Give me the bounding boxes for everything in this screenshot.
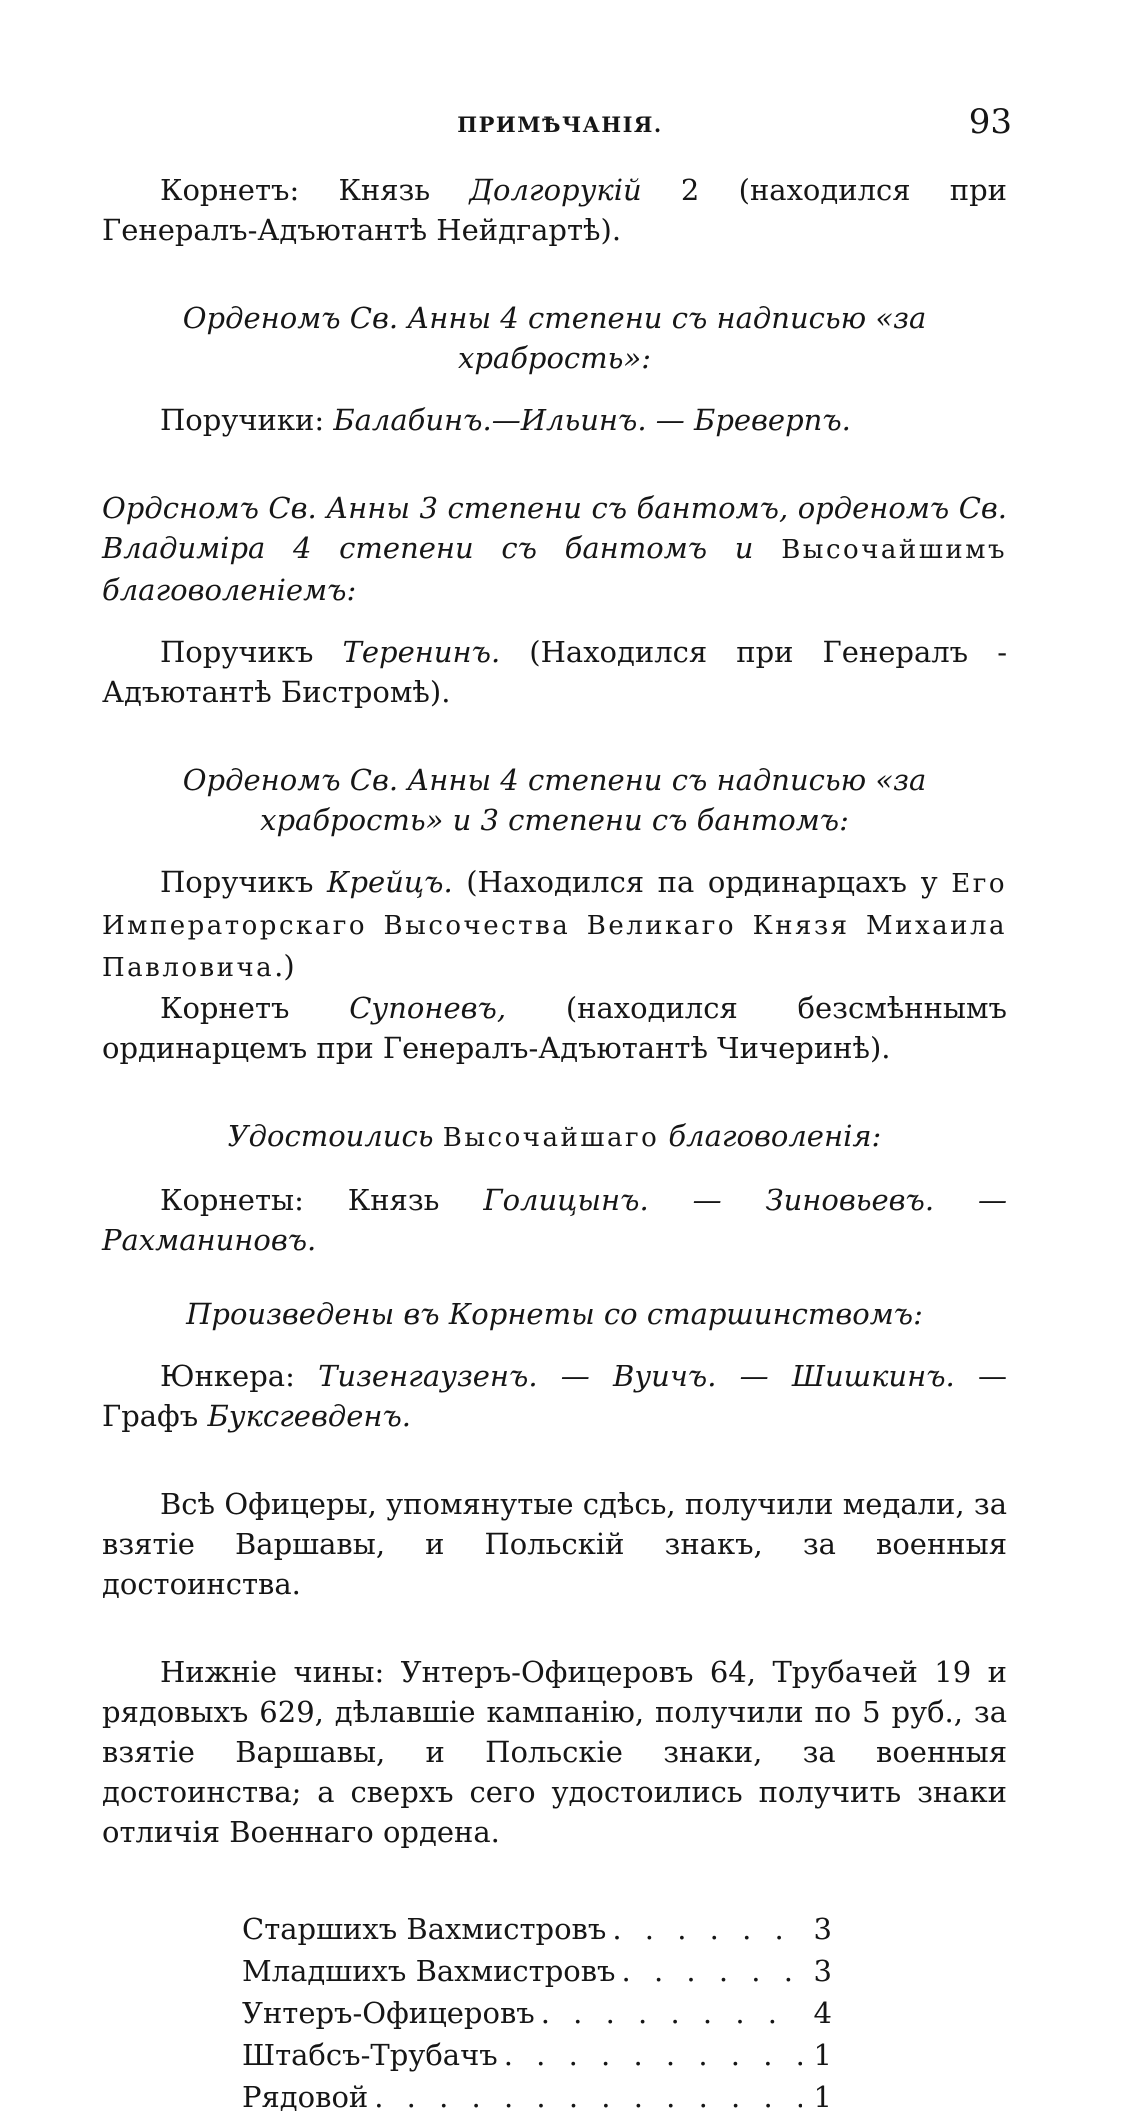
roster-row: Штабсъ-Трубачъ . . . 1: [242, 2034, 832, 2076]
running-title: ПРИМѢЧАНІЯ.: [457, 112, 663, 137]
paragraph-poruchiki: Поручики: Балабинъ.—Ильинъ. — Бреверпъ.: [160, 403, 851, 437]
roster-row: Старшихъ Вахмистровъ . . . 3: [242, 1908, 832, 1950]
paragraph-kornety: Корнеты: Князь Голицынъ. — Зиновьевъ. — Рахманиновъ.: [102, 1183, 1007, 1257]
paragraph-yunkera: Юнкера: Тизенгаузенъ. — Вуичъ. — Шишкинъ. — Графъ Буксгевденъ.: [102, 1359, 1007, 1433]
paragraph-suponev: Корнетъ Супоневъ, (находился безсмѣннымъ ординарцемъ при Генералъ-Адъютантѣ Чичеринѣ).: [102, 991, 1007, 1065]
paragraph-kreyts: Поручикъ Крейцъ. (Находился па ординарцахъ у Его Императорскаго Высочества Великаго Князя Михаила Павловича.): [102, 865, 1007, 983]
roster-list: [242, 1908, 832, 2118]
roster-row: Младшихъ Вахмистровъ . . . 3: [242, 1950, 832, 1992]
award-heading-anna-4-and-3: Орденомъ Св. Анны 4 степени съ надписью «за храбрость» и 3 степени съ бантомъ:: [182, 763, 927, 837]
running-header: [110, 102, 1012, 148]
page-body: [102, 170, 1007, 2118]
page-number: 93: [968, 102, 1012, 142]
promotion-heading: Произведены въ Корнеты со старшинствомъ:: [186, 1297, 923, 1331]
paragraph-lower-ranks: Нижніе чины: Унтеръ-Офицеровъ 64, Трубачей 19 и рядовыхъ 629, дѣлавшіе кампанію, получили по 5 руб., за взятіе Варшавы, и Польскіе знаки, за военныя достоинства; а сверхъ сего удостоились получить знаки отличія Военнаго ордена.: [102, 1655, 1007, 1849]
award-heading-anna-4: Орденомъ Св. Анны 4 степени съ надписью «за храбрость»:: [182, 301, 927, 375]
award-heading-anna-3: Ордсномъ Св. Анны 3 степени съ бантомъ, орденомъ Св. Владиміра 4 степени съ бантомъ и Высочайшимъ благоволеніемъ:: [102, 491, 1007, 607]
roster-row: Рядовой . . . 1: [242, 2076, 832, 2118]
paragraph-dolgorukiy: Корнетъ: Князь Долгорукій 2 (находился при Генералъ-Адъютантѣ Нейдгартѣ).: [102, 173, 1007, 247]
paragraph-terenin: Поручикъ Теренинъ. (Находился при Генералъ - Адъютантѣ Бистромѣ).: [102, 635, 1008, 709]
roster-row: Унтеръ-Офицеровъ . . . 4: [242, 1992, 832, 2034]
paragraph-medals: Всѣ Офицеры, упомянутые сдѣсь, получили медали, за взятіе Варшавы, и Польскій знакъ, за военныя достоинства.: [102, 1487, 1007, 1601]
award-heading-blagovolenie: Удостоились Высочайшаго благоволенія:: [227, 1119, 882, 1153]
